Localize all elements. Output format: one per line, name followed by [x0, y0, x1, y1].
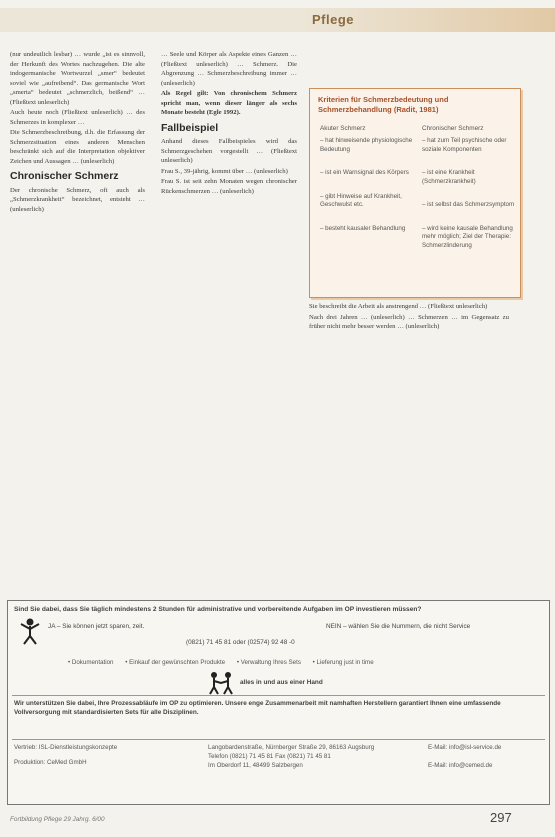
ad-no-text: NEIN – wählen Sie die Nummern, die nicht Service — [326, 623, 471, 630]
person-icon — [16, 617, 44, 651]
footer-journal: Fortbildung Pflege 29 Jahrg. 6/00 — [10, 816, 105, 823]
vertrieb-label: Vertrieb: ISL-Dienstleistungskonzepte — [14, 744, 118, 751]
ad-phone: (0821) 71 45 81 oder (02574) 92 48 -0 — [186, 639, 295, 646]
list-item: – hat zum Teil psychische oder soziale Komponenten — [422, 137, 507, 153]
paragraph: (nur undeutlich lesbar) … wurde „ist es sinnvoll, der Herkunft des Wortes nachzugehen. Die alte indogermanische Wortwurzel „smer“ bedeutet soviel wie „aufreibend“. Das germanische Wort „smerta“ bedeutet „schmerzlich, beißend“ … (Fließtext unleserlich) — [10, 51, 145, 106]
divider — [12, 739, 545, 740]
address-line: Im Oberdorf 11, 48499 Salzbergen — [208, 762, 303, 769]
paragraph: Frau S., 39-jährig, kommt über … (unleserlich) — [161, 167, 288, 175]
list-item: – ist eine Krankheit (Schmerzkrankheit) — [422, 169, 476, 185]
address-line: Langobardenstraße, Nürnberger Straße 29, 86163 Augsburg — [208, 744, 375, 751]
text-column-1 — [10, 50, 145, 215]
paragraph: Sie beschreibt die Arbeit als anstrengend … (Fließtext unleserlich) — [309, 303, 488, 310]
ad-one-hand: alles in und aus einer Hand — [240, 679, 323, 686]
list-item: – ist selbst das Schmerzsymptom — [422, 201, 515, 208]
ad-addresses — [208, 743, 374, 770]
chronic-list — [422, 137, 517, 265]
text-column-3 — [309, 302, 509, 333]
list-item: • Lieferung just in time — [312, 659, 374, 666]
ad-emails — [428, 743, 501, 770]
paragraph: Der chronische Schmerz, oft auch als „Schmerzkrankheit“ bezeichnet, entsteht … (unleserlich) — [10, 186, 145, 213]
section-title: Pflege — [312, 12, 355, 27]
heading-case-example: Fallbeispiel — [161, 121, 219, 134]
paragraph: Anhand dieses Fallbeispieles wird das Schmerzgeschehen vorgestellt … (Fließtext unleserlich) — [161, 138, 297, 164]
list-item: • Verwaltung Ihres Sets — [236, 659, 301, 666]
email-line: E-Mail: info@cemed.de — [428, 762, 493, 769]
paragraph: Nach drei Jahren … (unleserlich) … Schmerzen … im Gegensatz zu früher nicht mehr besser werden … (unleserlich) — [309, 313, 509, 330]
page-number: 297 — [490, 810, 512, 825]
address-line: Telefon (0821) 71 45 81 Fax (0821) 71 45 81 — [208, 753, 331, 760]
divider — [12, 695, 545, 696]
paragraph: Die Schmerzbeschreibung, d.h. die Erfassung der Schmerzsituation eines anderen Menschen beschränkt sich auf die Interpretation objektiver Zeichen und Aussagen … (unleserlich) — [10, 129, 145, 165]
infobox-head-acute: Akuter Schmerz — [320, 125, 366, 132]
list-item: – hat hinweisende physiologische Bedeutung — [320, 137, 413, 153]
ad-company-labels — [14, 743, 117, 767]
ad-description: Wir unterstützen Sie dabei, Ihre Prozessabläufe im OP zu optimieren. Unsere enge Zusammenarbeit mit namhaften Herstellern garantiert Ihnen eine umfassende Vollversorgung mit standardisierten Sets für alle Disziplinen. — [14, 700, 501, 716]
list-item: – ist ein Warnsignal des Körpers — [320, 169, 409, 176]
list-item: • Dokumentation — [68, 659, 114, 666]
list-item: – besteht kausaler Behandlung — [320, 224, 406, 232]
list-item: – wird keine kausale Behandlung mehr möglich; Ziel der Therapie: Schmerzlinderung — [422, 224, 513, 249]
heading-chronic-pain: Chronischer Schmerz — [10, 170, 119, 182]
produktion-label: Produktion: CeMed GmbH — [14, 759, 87, 766]
list-item: • Einkauf der gewünschten Produkte — [125, 659, 226, 666]
ad-services-list — [68, 659, 528, 666]
paragraph: … Seele und Körper als Aspekte eines Ganzen … (Fließtext unleserlich) … Schmerz. Die Abgrenzung … Schmerzbeschreibung immer … (unleserlich) — [161, 51, 297, 87]
highlight-rule: Als Regel gilt: Von chronischem Schmerz spricht man, wenn dieser länger als sechs Monate besteht (Egle 1992). — [161, 90, 297, 116]
advertisement-box — [7, 600, 550, 805]
paragraph: Frau S. ist seit zehn Monaten wegen chronischer Rückenschmerzen … (unleserlich) — [161, 178, 297, 195]
infobox-head-chronic: Chronischer Schmerz — [422, 125, 484, 132]
list-item: – gibt Hinweise auf Krankheit, Geschwulst etc. — [320, 192, 402, 208]
infobox-title: Kriterien für Schmerzbedeutung und Schmerzbehandlung (Radit, 1981) — [318, 95, 449, 114]
ad-yes-text: JA – Sie können jetzt sparen, zeit. — [48, 623, 145, 630]
email-line: E-Mail: info@isl-service.de — [428, 744, 502, 751]
acute-list — [320, 137, 415, 248]
couple-figures-icon — [206, 671, 236, 701]
paragraph: Auch heute noch (Fließtext unleserlich) … des Schmerzes in komplexer … — [10, 109, 145, 126]
ad-headline: Sind Sie dabei, dass Sie täglich mindestens 2 Stunden für administrative und vorbereitende Aufgaben im OP investieren müssen? — [14, 606, 422, 613]
criteria-infobox — [309, 88, 521, 298]
text-column-2 — [161, 50, 297, 197]
